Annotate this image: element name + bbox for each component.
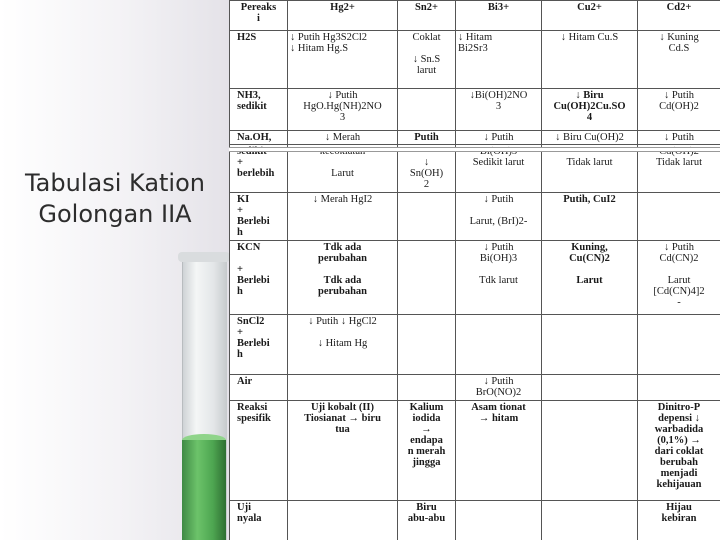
cell-bi: ↓ Putih Bi(OH)3 Tdk larut — [456, 241, 542, 315]
row-reagent: Uji nyala — [230, 501, 288, 540]
cell-cu: Putih, CuI2 — [542, 193, 638, 241]
cell-cd — [638, 193, 720, 241]
cell-cd — [638, 375, 720, 401]
cell-bi: Sedikit larut — [456, 145, 542, 193]
cell-cu: ↓ Biru Cu(OH)2 — [542, 131, 638, 145]
slide-title-line-2: Golongan IIA — [38, 200, 192, 228]
cell-cu — [542, 401, 638, 501]
row-reagent: + berlebih — [230, 145, 288, 193]
cation-reaction-table — [229, 0, 720, 540]
table-row — [230, 501, 720, 540]
cell-cu — [542, 375, 638, 401]
table-row — [230, 241, 720, 315]
header-hg2: Hg2+ — [288, 1, 398, 31]
row-reagent: KI + Berlebi h — [230, 193, 288, 241]
row-reagent: Air — [230, 375, 288, 401]
cell-hg: ↓ Putih HgO.Hg(NH)2NO 3 — [288, 89, 398, 131]
cell-cd: Dinitro-P depensi ↓ warbadida (0,1%) → dari coklat berubah menjadi kehijauan — [638, 401, 720, 501]
table-row — [230, 193, 720, 241]
cell-cd: Tidak larut — [638, 145, 720, 193]
cell-bi — [456, 315, 542, 375]
slide-title-line-1: Tabulasi Kation — [24, 169, 205, 197]
cell-bi: ↓Bi(OH)2NO 3 — [456, 89, 542, 131]
cell-sn — [398, 375, 456, 401]
cell-cd: ↓ Kuning Cd.S — [638, 31, 720, 89]
cell-cu: Kuning, Cu(CN)2 Larut — [542, 241, 638, 315]
cell-cd: Hijau kebiran — [638, 501, 720, 540]
cell-sn: ↓ Sn(OH) 2 — [398, 145, 456, 193]
cation-table-image — [229, 0, 720, 540]
cell-cu — [542, 501, 638, 540]
row-reagent: H2S — [230, 31, 288, 89]
cell-cu: ↓ Hitam Cu.S — [542, 31, 638, 89]
cell-bi: ↓ Putih Larut, (BrI)2- — [456, 193, 542, 241]
table-row — [230, 315, 720, 375]
cell-sn — [398, 193, 456, 241]
cell-hg: Tdk ada perubahan Tdk ada perubahan — [288, 241, 398, 315]
cell-bi: ↓ Putih BrO(NO)2 — [456, 375, 542, 401]
cell-cd — [638, 315, 720, 375]
cell-sn: Kalium iodida → endapa n merah jingga — [398, 401, 456, 501]
cell-bi: ↓ Hitam Bi2Sr3 — [456, 31, 542, 89]
table-row — [230, 131, 720, 145]
cell-hg: Uji kobalt (II) Tiosianat → biru tua — [288, 401, 398, 501]
row-reagent: KCN + Berlebi h — [230, 241, 288, 315]
header-bi3: Bi3+ — [456, 1, 542, 31]
row-reagent: SnCl2 + Berlebi h — [230, 315, 288, 375]
header-reagent: Pereaks i — [230, 1, 288, 31]
cell-sn — [398, 89, 456, 131]
row-reagent: Reaksi spesifik — [230, 401, 288, 501]
table-row — [230, 401, 720, 501]
header-cu2: Cu2+ — [542, 1, 638, 31]
table-header-row — [230, 1, 720, 31]
table-row — [230, 89, 720, 131]
cell-hg: ↓ Putih ↓ HgCl2 ↓ Hitam Hg — [288, 315, 398, 375]
cell-cd: ↓ Putih Cd(OH)2 — [638, 89, 720, 131]
cell-cu: ↓ Biru Cu(OH)2Cu.SO 4 — [542, 89, 638, 131]
cell-sn — [398, 315, 456, 375]
header-sn2: Sn2+ — [398, 1, 456, 31]
cell-bi — [456, 501, 542, 540]
cell-sn: Biru abu-abu — [398, 501, 456, 540]
cell-cd: ↓ Putih — [638, 131, 720, 145]
cell-hg: Larut — [288, 145, 398, 193]
cell-sn: Putih — [398, 131, 456, 145]
cell-sn: Coklat ↓ Sn.S larut — [398, 31, 456, 89]
cell-hg — [288, 501, 398, 540]
cell-hg — [288, 375, 398, 401]
cell-hg: ↓ Merah — [288, 131, 398, 145]
test-tube-green-liquid — [182, 440, 226, 540]
table-row — [230, 375, 720, 401]
row-reagent: NH3, sedikit — [230, 89, 288, 131]
cell-cu — [542, 315, 638, 375]
cell-cd: ↓ Putih Cd(CN)2 Larut [Cd(CN)4]2 - — [638, 241, 720, 315]
header-cd2: Cd2+ — [638, 1, 720, 31]
cell-bi: Asam tionat → hitam — [456, 401, 542, 501]
slide-title — [10, 168, 220, 230]
row-reagent: Na.OH, — [230, 131, 288, 145]
cell-bi: ↓ Putih — [456, 131, 542, 145]
cell-cu: Tidak larut — [542, 145, 638, 193]
table-divider — [229, 147, 720, 152]
cell-hg: ↓ Merah HgI2 — [288, 193, 398, 241]
cell-hg: ↓ Putih Hg3S2Cl2 ↓ Hitam Hg.S — [288, 31, 398, 89]
test-tube-rim — [178, 252, 230, 262]
table-row — [230, 31, 720, 89]
cell-sn — [398, 241, 456, 315]
